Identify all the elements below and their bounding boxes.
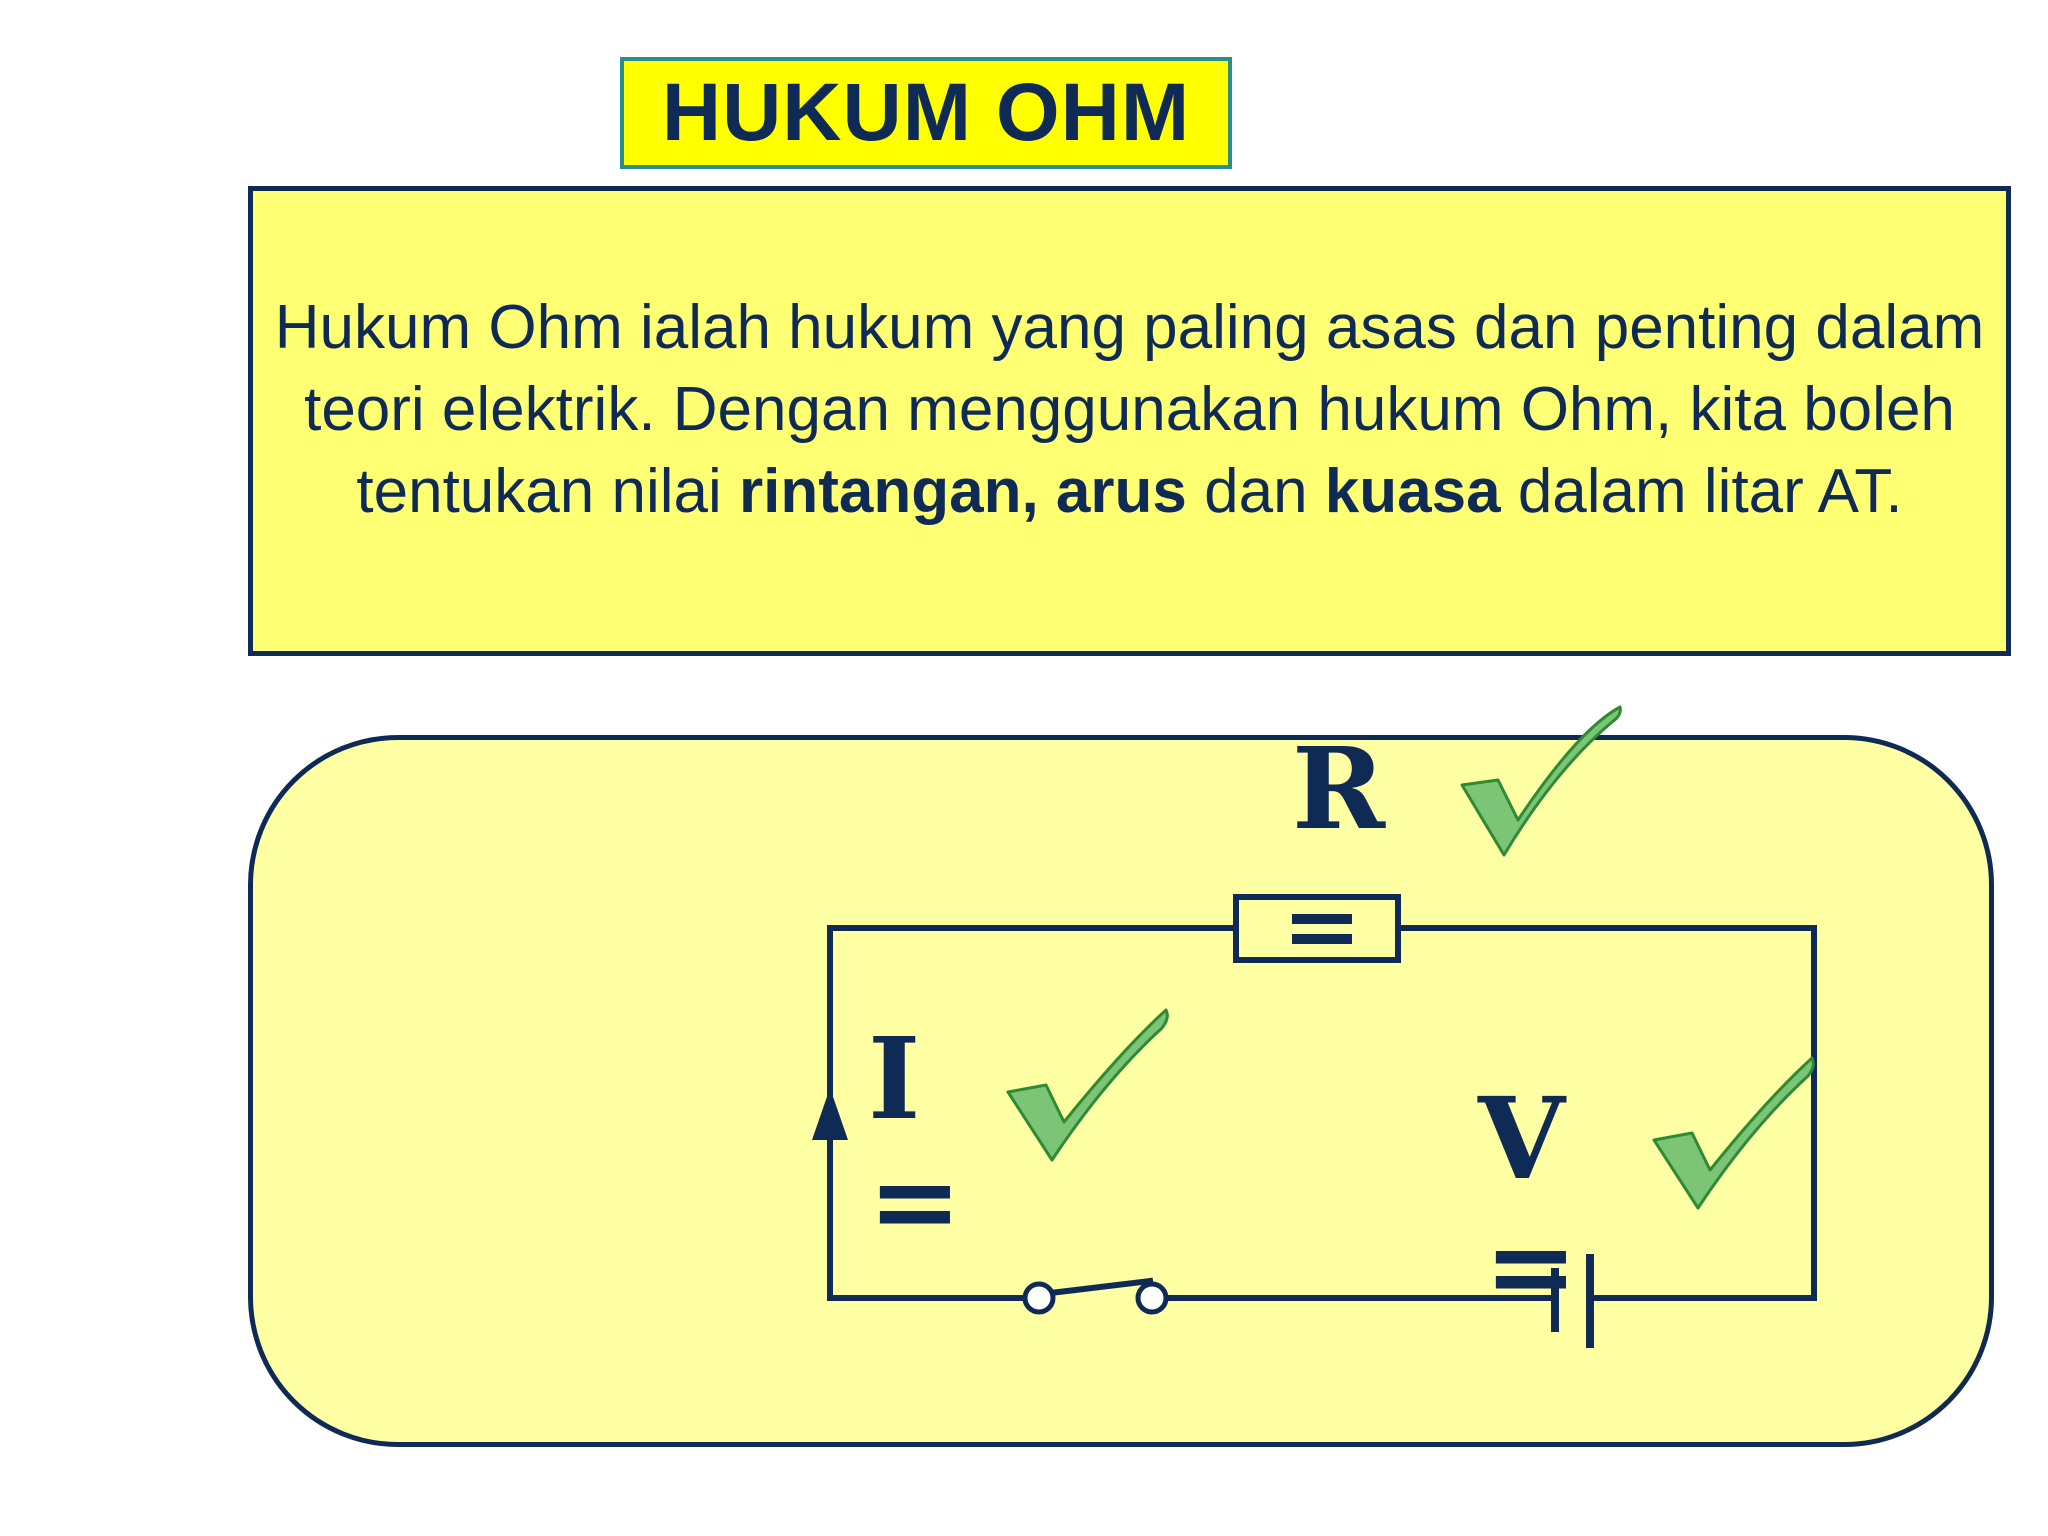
page-title: HUKUM OHM	[661, 67, 1191, 158]
description-part-3: dalam litar AT.	[1500, 457, 1903, 526]
current-symbol: I	[868, 1014, 921, 1145]
switch-blade	[1042, 1281, 1150, 1294]
check-icon-current	[1008, 1010, 1167, 1160]
resistance-symbol: R	[1292, 724, 1386, 855]
current-equals: =	[868, 1136, 962, 1267]
switch-terminal-left	[1025, 1284, 1053, 1312]
voltage-equals: =	[1484, 1201, 1578, 1332]
check-icon-resistance	[1462, 707, 1620, 855]
voltage-symbol: V	[1478, 1074, 1565, 1205]
resistor-symbol	[1236, 897, 1398, 960]
resistor-equals-bottom	[1292, 934, 1352, 944]
current-direction-arrow	[812, 1088, 848, 1140]
description-part-2: dan	[1186, 457, 1325, 526]
check-icon-voltage	[1654, 1058, 1813, 1208]
resistor-equals-top	[1292, 914, 1352, 924]
description-bold-kuasa: kuasa	[1324, 457, 1501, 526]
description-bold-rintangan-arus: rintangan, arus	[739, 457, 1187, 526]
switch-terminal-right	[1138, 1284, 1166, 1312]
description-part-1: Hukum Ohm ialah hukum yang paling asas dan penting dalam teori elektrik. Dengan menggunakan hukum Ohm, kita boleh tentukan nilai	[274, 293, 1985, 526]
